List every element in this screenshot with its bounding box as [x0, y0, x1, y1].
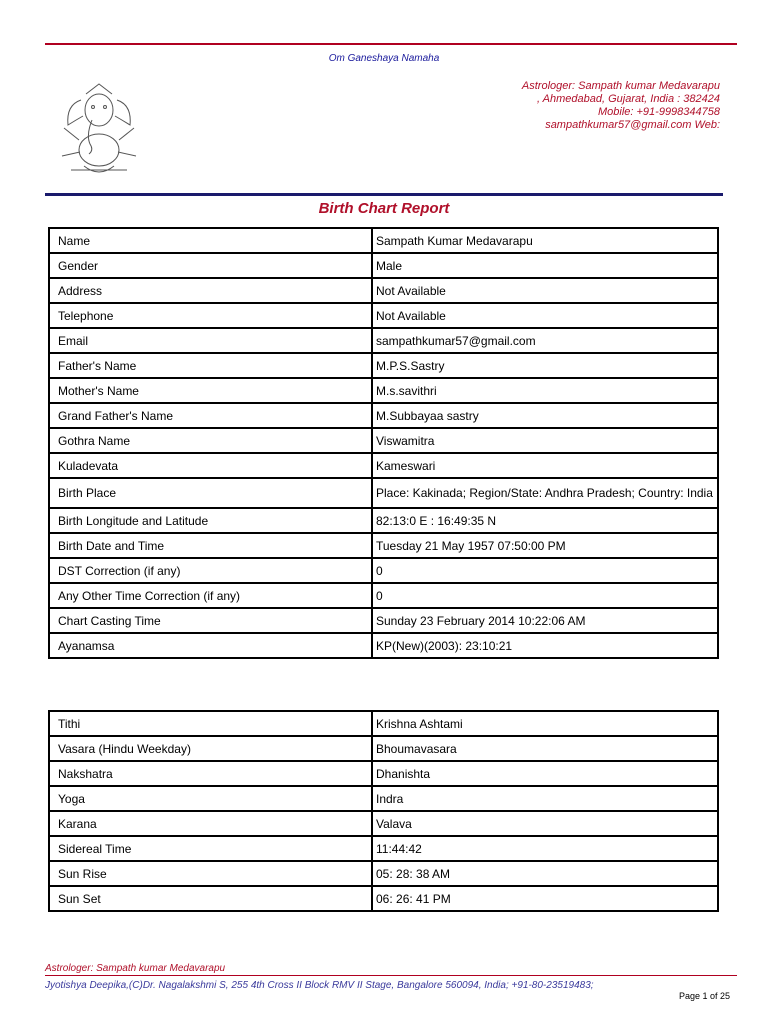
table-row: [49, 378, 718, 403]
row-label: Telephone: [49, 303, 372, 328]
row-value: 82:13:0 E : 16:49:35 N: [372, 508, 718, 533]
row-label: Chart Casting Time: [49, 608, 372, 633]
footer-rule: [45, 975, 737, 976]
row-label: Grand Father's Name: [49, 403, 372, 428]
row-label: Email: [49, 328, 372, 353]
row-label: Sun Set: [49, 886, 372, 911]
table-row: [49, 811, 718, 836]
header-rule: [45, 43, 737, 45]
row-value: 06: 26: 41 PM: [372, 886, 718, 911]
row-value: Dhanishta: [372, 761, 718, 786]
table-row: [49, 533, 718, 558]
table-row: [49, 558, 718, 583]
row-label: Birth Date and Time: [49, 533, 372, 558]
astrologer-name: Astrologer: Sampath kumar Medavarapu: [521, 80, 720, 92]
table-row: [49, 453, 718, 478]
row-label: Address: [49, 278, 372, 303]
row-label: Kuladevata: [49, 453, 372, 478]
row-label: Mother's Name: [49, 378, 372, 403]
row-value: Valava: [372, 811, 718, 836]
table-row: [49, 353, 718, 378]
panchang-table: [48, 710, 719, 912]
row-label: DST Correction (if any): [49, 558, 372, 583]
page-number: Page 1 of 25: [678, 991, 730, 1001]
table-row: [49, 328, 718, 353]
footer-address: Jyotishya Deepika,(C)Dr. Nagalakshmi S, 255 4th Cross II Block RMV II Stage, Bangalore 560094, India; +91-80-23519483;: [45, 980, 594, 991]
row-label: Yoga: [49, 786, 372, 811]
row-value: M.Subbayaa sastry: [372, 403, 718, 428]
row-label: Nakshatra: [49, 761, 372, 786]
row-value: Sampath Kumar Medavarapu: [372, 228, 718, 253]
table-row: [49, 761, 718, 786]
row-label: Any Other Time Correction (if any): [49, 583, 372, 608]
astrologer-mobile: Mobile: +91-9998344758: [597, 106, 720, 118]
row-value: Sunday 23 February 2014 10:22:06 AM: [372, 608, 718, 633]
row-value: 11:44:42: [372, 836, 718, 861]
table-row: [49, 861, 718, 886]
row-value: Male: [372, 253, 718, 278]
row-value: M.s.savithri: [372, 378, 718, 403]
row-value: sampathkumar57@gmail.com: [372, 328, 718, 353]
ganesha-logo-icon: [56, 80, 142, 180]
table-row: [49, 886, 718, 911]
row-label: Sun Rise: [49, 861, 372, 886]
row-value: Viswamitra: [372, 428, 718, 453]
invocation-text: Om Ganeshaya Namaha: [328, 53, 440, 64]
table-row: [49, 428, 718, 453]
table-row: [49, 633, 718, 658]
table-row: [49, 228, 718, 253]
row-value: Kameswari: [372, 453, 718, 478]
table-row: [49, 836, 718, 861]
row-label: Gender: [49, 253, 372, 278]
table-row: [49, 303, 718, 328]
row-value: Not Available: [372, 303, 718, 328]
table-row: [49, 253, 718, 278]
table-row: [49, 278, 718, 303]
table-row: [49, 608, 718, 633]
row-value: Tuesday 21 May 1957 07:50:00 PM: [372, 533, 718, 558]
row-value: Not Available: [372, 278, 718, 303]
table-row: [49, 583, 718, 608]
footer-astrologer: Astrologer: Sampath kumar Medavarapu: [45, 963, 226, 974]
row-value: KP(New)(2003): 23:10:21: [372, 633, 718, 658]
row-label: Karana: [49, 811, 372, 836]
row-value: Bhoumavasara: [372, 736, 718, 761]
row-label: Father's Name: [49, 353, 372, 378]
row-label: Sidereal Time: [49, 836, 372, 861]
row-label: Birth Place: [49, 478, 372, 508]
report-title: Birth Chart Report: [318, 200, 450, 217]
row-value: Place: Kakinada; Region/State: Andhra Pradesh; Country: India: [372, 478, 718, 508]
row-label: Ayanamsa: [49, 633, 372, 658]
row-label: Tithi: [49, 711, 372, 736]
row-value: 05: 28: 38 AM: [372, 861, 718, 886]
row-value: Indra: [372, 786, 718, 811]
table-row: [49, 508, 718, 533]
row-value: Krishna Ashtami: [372, 711, 718, 736]
table-row: [49, 736, 718, 761]
row-label: Vasara (Hindu Weekday): [49, 736, 372, 761]
row-value: 0: [372, 583, 718, 608]
birth-details-table: [48, 227, 719, 659]
astrologer-location: , Ahmedabad, Gujarat, India : 382424: [536, 93, 720, 105]
row-label: Gothra Name: [49, 428, 372, 453]
table-row: [49, 403, 718, 428]
table-row: [49, 478, 718, 508]
title-rule: [45, 193, 723, 196]
table-row: [49, 786, 718, 811]
row-value: 0: [372, 558, 718, 583]
astrologer-contact-block: [522, 80, 720, 132]
astrologer-email: sampathkumar57@gmail.com Web:: [545, 119, 720, 131]
row-label: Name: [49, 228, 372, 253]
table-row: [49, 711, 718, 736]
row-value: M.P.S.Sastry: [372, 353, 718, 378]
row-label: Birth Longitude and Latitude: [49, 508, 372, 533]
